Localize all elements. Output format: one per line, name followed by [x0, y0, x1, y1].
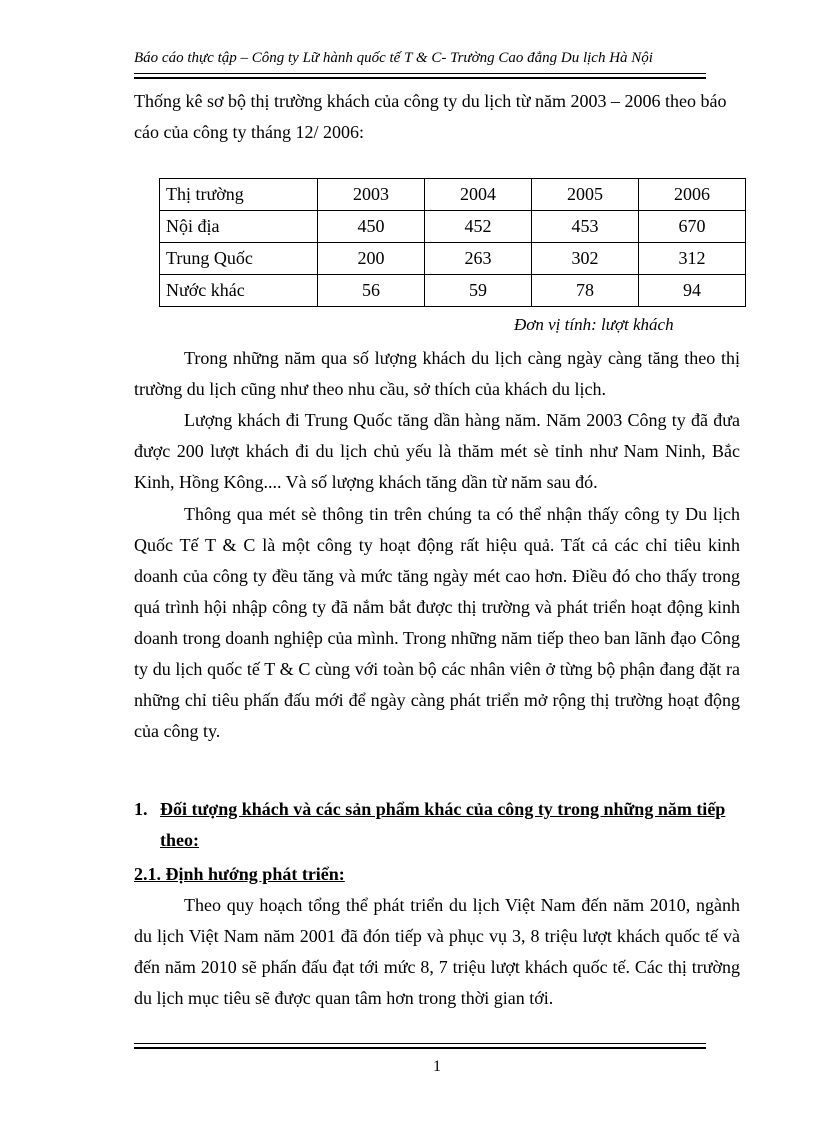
table-cell: 453 [532, 211, 639, 243]
header-rule [134, 73, 706, 74]
table-cell: 78 [532, 275, 639, 307]
paragraph-growth: Trong những năm qua số lượng khách du lịch càng ngày càng tăng theo thị trường du lịch cũng như theo nhu cầu, sở thích của khách du lịch. [134, 348, 740, 399]
table-cell: 59 [425, 275, 532, 307]
table-unit-note: Đơn vị tính: lượt khách [514, 315, 674, 334]
table-cell: 670 [639, 211, 746, 243]
table-header-cell: Thị trường [160, 179, 318, 211]
page-number: 1 [433, 1058, 441, 1075]
table-header-cell: 2004 [425, 179, 532, 211]
table-cell: 56 [318, 275, 425, 307]
table-cell: Nội địa [160, 211, 318, 243]
footer-rule [134, 1043, 706, 1044]
section-number: 1. [134, 799, 148, 819]
page-header: Báo cáo thực tập – Công ty Lữ hành quốc tế T & C- Trường Cao đẳng Du lịch Hà Nội [134, 50, 653, 66]
footer-rule-thick [134, 1047, 706, 1049]
table-cell: 200 [318, 243, 425, 275]
table-cell: 94 [639, 275, 746, 307]
intro-paragraph: Thống kê sơ bộ thị trường khách của công ty du lịch từ năm 2003 – 2006 theo báo cáo của công ty tháng 12/ 2006: [134, 91, 727, 142]
table-cell: Nước khác [160, 275, 318, 307]
table-cell: 263 [425, 243, 532, 275]
section-title: Đối tượng khách và các sản phẩm khác của công ty trong những năm tiếp theo: [160, 799, 726, 850]
header-rule-thick [134, 77, 706, 79]
table-row [160, 275, 746, 307]
subsection-heading: 2.1. Định hướng phát triển: [134, 864, 345, 884]
table-row [160, 243, 746, 275]
table-cell: 312 [639, 243, 746, 275]
paragraph-china: Lượng khách đi Trung Quốc tăng dần hàng năm. Năm 2003 Công ty đã đưa được 200 lượt khách đi du lịch chủ yếu là thăm mét sè tỉnh như Nam Ninh, Bắc Kinh, Hồng Kông.... Và số lượng khách tăng dần từ năm sau đó. [134, 410, 740, 492]
table-header-cell: 2003 [318, 179, 425, 211]
table-row [160, 211, 746, 243]
paragraph-planning: Theo quy hoạch tổng thể phát triển du lịch Việt Nam đến năm 2010, ngành du lịch Việt Nam năm 2001 đã đón tiếp và phục vụ 3, 8 triệu lượt khách quốc tế và đến năm 2010 sẽ phấn đấu đạt tới mức 8, 7 triệu lượt khách quốc tế. Các thị trường du lịch mục tiêu sẽ được quan tâm hơn trong thời gian tới. [134, 895, 740, 1008]
table-cell: 452 [425, 211, 532, 243]
table-cell: 450 [318, 211, 425, 243]
table-cell: 302 [532, 243, 639, 275]
paragraph-efficiency: Thông qua mét sè thông tin trên chúng ta có thể nhận thấy công ty Du lịch Quốc Tế T & C là một công ty hoạt động rất hiệu quả. Tất cả các chỉ tiêu kinh doanh của công ty đều tăng và mức tăng ngày mét cao hơn. Điều đó cho thấy trong quá trình hội nhập công ty đã nắm bắt được thị trường và phát triển hoạt động kinh doanh trong doanh nghiệp của mình. Trong những năm tiếp theo ban lãnh đạo Công ty du lịch quốc tế T & C cùng với toàn bộ các nhân viên ở từng bộ phận đang đặt ra những chỉ tiêu phấn đấu mới để ngày càng phát triển mở rộng thị trường hoạt động của công ty. [134, 504, 740, 741]
table-cell: Trung Quốc [160, 243, 318, 275]
table-header-cell: 2005 [532, 179, 639, 211]
section-heading [134, 794, 744, 856]
market-stats-table [159, 178, 746, 307]
table-header-cell: 2006 [639, 179, 746, 211]
table-header-row [160, 179, 746, 211]
